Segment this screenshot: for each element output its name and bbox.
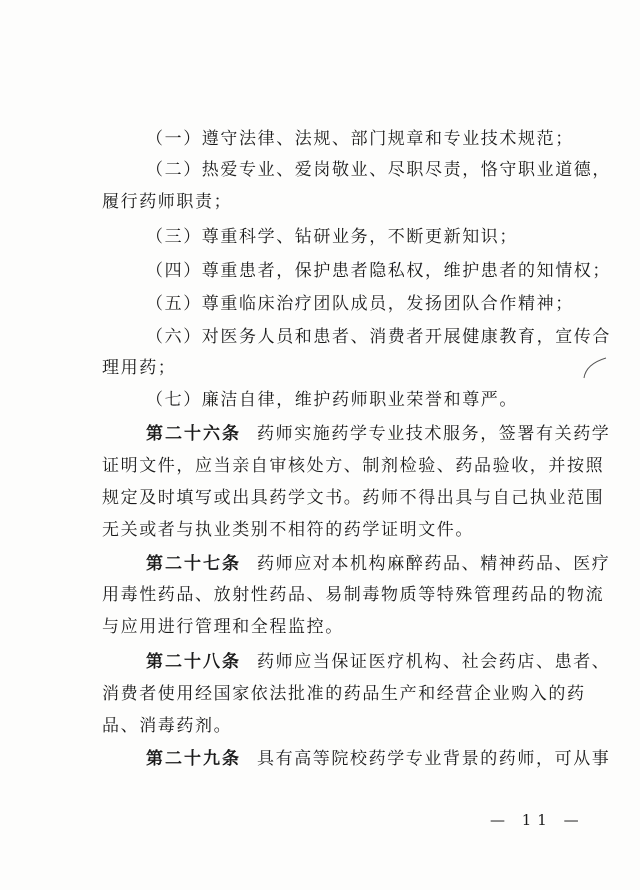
- article-28-number: 第二十八条: [146, 652, 241, 672]
- article-26-line-2: 证明文件，应当亲自审核处方、制剂检验、药品验收，并按照: [102, 456, 605, 476]
- article-27-first-line: [146, 553, 610, 575]
- article-29-first-line: [146, 748, 610, 770]
- article-27-number: 第二十七条: [146, 554, 241, 574]
- article-28-line-2: 消费者使用经国家依法批准的药品生产和经营企业购入的药: [102, 684, 586, 704]
- item-3: （三）尊重科学、钻研业务，不断更新知识；: [146, 227, 518, 247]
- article-27-line-3: 与应用进行管理和全程监控。: [102, 617, 344, 637]
- item-2-continued: 履行药师职责；: [102, 192, 233, 212]
- article-26-line-3: 规定及时填写或出具药学文书。药师不得出具与自己执业范围: [102, 488, 605, 508]
- page-number: — 11 —: [490, 811, 585, 829]
- item-5: （五）尊重临床治疗团队成员，发扬团队合作精神；: [146, 294, 574, 314]
- item-6-continued: 理用药；: [102, 358, 177, 378]
- article-26-line-4: 无关或者与执业类别不相符的药学证明文件。: [102, 520, 474, 540]
- item-1: （一）遵守法律、法规、部门规章和专业技术规范；: [146, 129, 574, 149]
- item-2: （二）热爱专业、爱岗敬业、尽职尽责，恪守职业道德，: [146, 160, 611, 180]
- article-27-line-2: 用毒性药品、放射性药品、易制毒物质等特殊管理药品的物流: [102, 585, 605, 605]
- item-4: （四）尊重患者，保护患者隐私权，维护患者的知情权；: [146, 261, 611, 281]
- article-29-number: 第二十九条: [146, 749, 241, 769]
- article-26-text: 药师实施药学专业技术服务，签署有关药学: [257, 424, 611, 444]
- article-26-number: 第二十六条: [146, 424, 241, 444]
- scan-mark-icon: [580, 352, 610, 382]
- article-28-text: 药师应当保证医疗机构、社会药店、患者、: [257, 652, 611, 672]
- article-27-text: 药师应对本机构麻醉药品、精神药品、医疗: [257, 554, 611, 574]
- article-29-text: 具有高等院校药学专业背景的药师，可从事: [257, 749, 611, 769]
- item-6: （六）对医务人员和患者、消费者开展健康教育，宣传合: [146, 327, 611, 347]
- article-26-first-line: [146, 423, 610, 445]
- article-28-line-3: 品、消毒药剂。: [102, 716, 233, 736]
- item-7: （七）廉洁自律，维护药师职业荣誉和尊严。: [146, 390, 518, 410]
- article-28-first-line: [146, 651, 610, 673]
